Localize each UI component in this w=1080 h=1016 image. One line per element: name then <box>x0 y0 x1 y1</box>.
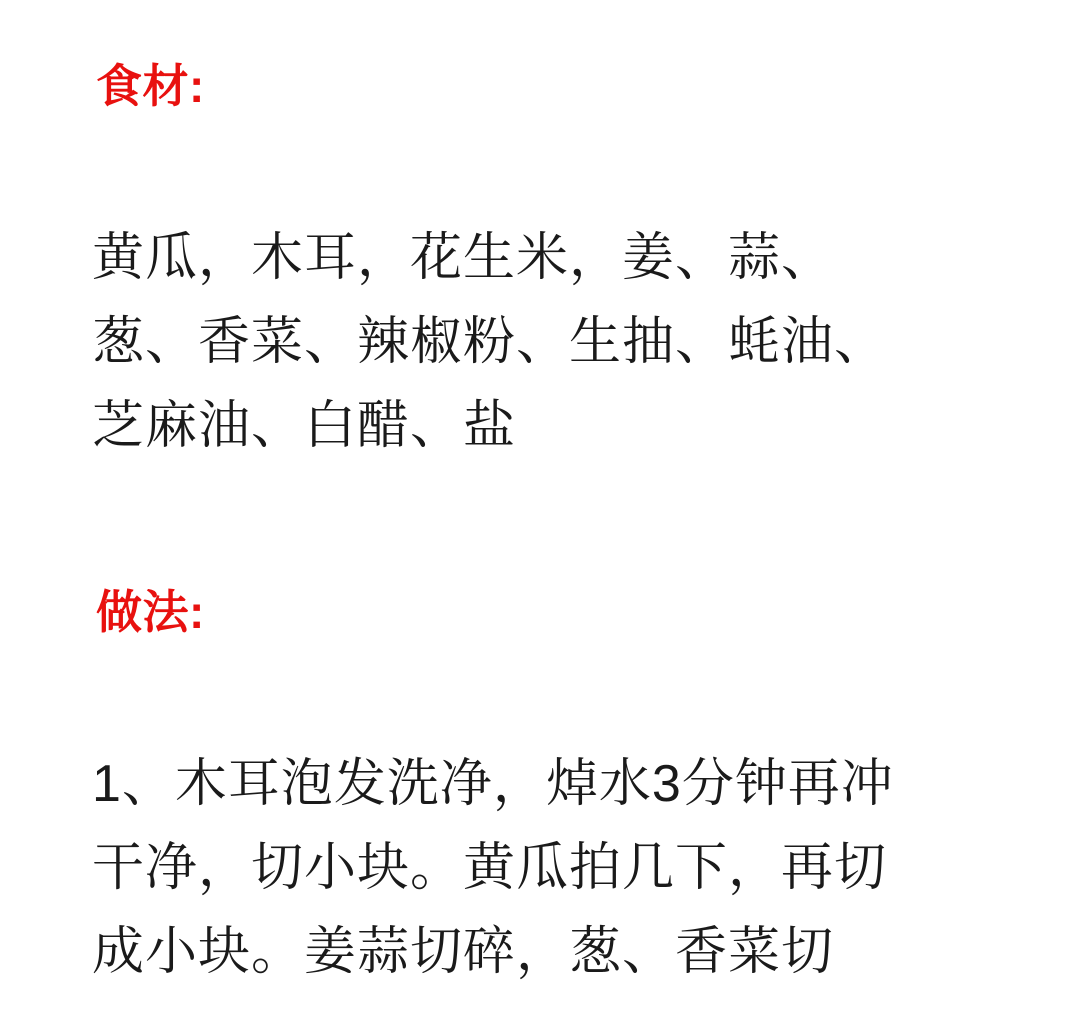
ingredients-text <box>92 216 972 468</box>
ingredients-heading: 食材: <box>96 60 205 112</box>
steps-text <box>92 742 992 994</box>
steps-line: 1、木耳泡发洗净，焯水3分钟再冲 <box>92 755 894 813</box>
ingredients-line: 葱、香菜、辣椒粉、生抽、蚝油、 <box>92 313 888 371</box>
steps-line: 干净，切小块。黄瓜拍几下，再切 <box>92 839 888 897</box>
ingredients-line: 芝麻油、白醋、盐 <box>92 397 517 455</box>
steps-line: 成小块。姜蒜切碎，葱、香菜切 <box>92 923 835 981</box>
steps-heading: 做法: <box>96 586 205 638</box>
ingredients-line: 黄瓜，木耳，花生米，姜、蒜、 <box>92 229 835 287</box>
